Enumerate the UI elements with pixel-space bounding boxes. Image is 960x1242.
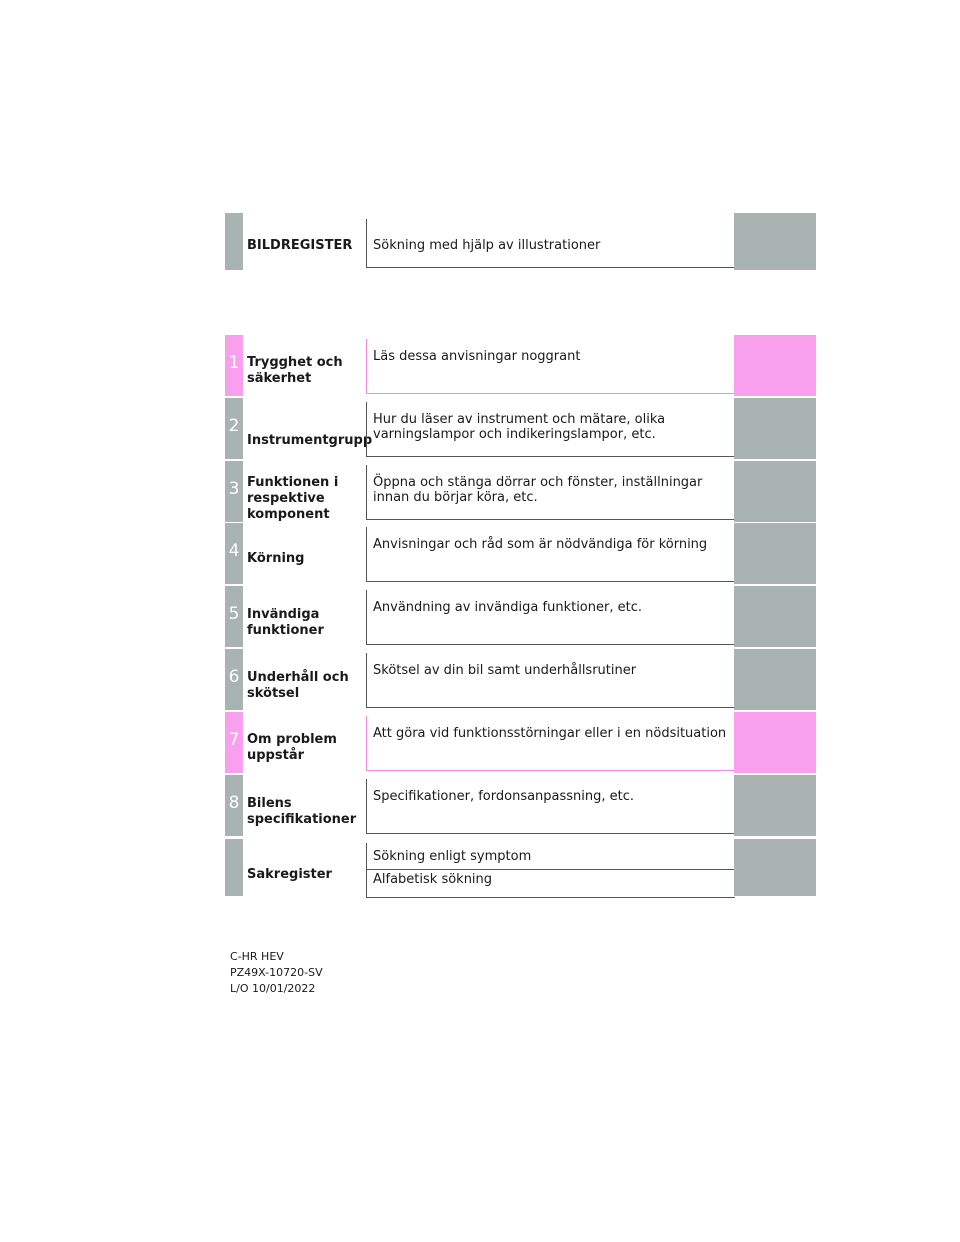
document-footer	[230, 949, 323, 997]
chapter-tab-3[interactable]	[734, 461, 816, 522]
chapter-description: Öppna och stänga dörrar och fönster, inställningar innan du börjar köra, etc.	[373, 474, 703, 505]
chapter-number: 3	[228, 478, 240, 499]
chapter-number-marker	[225, 649, 243, 710]
chapter-title: Körning	[247, 551, 305, 567]
index-marker	[225, 213, 243, 270]
chapter-row-8[interactable]	[225, 775, 816, 836]
sakregister-description-box	[366, 843, 735, 898]
chapter-title: Underhåll och skötsel	[247, 670, 349, 701]
chapter-tab-6[interactable]	[734, 649, 816, 710]
footer-code: PZ49X-10720-SV	[230, 966, 323, 979]
chapter-description: Läs dessa anvisningar noggrant	[373, 349, 581, 364]
index-row[interactable]	[225, 213, 816, 270]
index-description: Sökning med hjälp av illustrationer	[373, 238, 601, 253]
chapter-row-2[interactable]	[225, 398, 816, 459]
sakregister-item-symptom[interactable]: Sökning enligt symptom	[373, 849, 532, 864]
chapter-number-marker	[225, 335, 243, 396]
chapter-description-box	[366, 339, 735, 394]
chapter-title: Funktionen i respektive komponent	[247, 474, 339, 522]
chapter-title: Bilens specifikationer	[247, 795, 357, 827]
chapter-row-6[interactable]	[225, 649, 816, 710]
chapter-row-3[interactable]	[225, 461, 816, 522]
sakregister-marker	[225, 839, 243, 896]
chapter-description: Att göra vid funktionsstörningar eller i en nödsituation	[373, 725, 727, 741]
chapter-description: Hur du läser av instrument och mätare, olika varningslampor och indikeringslampor, etc.	[373, 411, 666, 442]
chapter-description-box	[366, 779, 735, 834]
chapter-number: 7	[228, 729, 240, 750]
chapter-description-box	[366, 716, 735, 771]
chapter-description-box	[366, 465, 735, 520]
chapter-tab-8[interactable]	[734, 775, 816, 836]
chapter-number-marker	[225, 398, 243, 459]
chapter-number-marker	[225, 586, 243, 647]
chapter-number: 5	[228, 604, 240, 625]
sakregister-tab[interactable]	[734, 839, 816, 896]
chapter-number-marker	[225, 523, 243, 584]
chapter-row-4[interactable]	[225, 523, 816, 584]
footer-model: C-HR HEV	[230, 950, 284, 963]
sakregister-row[interactable]	[225, 839, 816, 896]
chapter-description: Användning av invändiga funktioner, etc.	[373, 600, 642, 616]
chapter-description: Anvisningar och råd som är nödvändiga för körning	[373, 537, 708, 553]
chapter-tab-7[interactable]	[734, 712, 816, 773]
footer-date: L/O 10/01/2022	[230, 982, 316, 995]
chapter-row-1[interactable]	[225, 335, 816, 396]
index-description-box	[366, 219, 735, 268]
chapter-tab-5[interactable]	[734, 586, 816, 647]
chapter-title: Instrumentgrupp	[247, 432, 373, 448]
chapter-number: 8	[228, 792, 240, 813]
chapter-tab-1[interactable]	[734, 335, 816, 396]
chapter-number: 4	[228, 541, 240, 562]
chapter-number: 2	[228, 415, 240, 436]
sakregister-item-alphabetic[interactable]: Alfabetisk sökning	[373, 872, 493, 887]
chapter-title: Om problem uppstår	[247, 731, 337, 763]
chapter-title: Invändiga funktioner	[247, 607, 324, 639]
chapter-tab-4[interactable]	[734, 523, 816, 584]
chapter-tab-2[interactable]	[734, 398, 816, 459]
sakregister-divider	[367, 869, 735, 870]
chapter-description-box	[366, 590, 735, 645]
chapter-number-marker	[225, 712, 243, 773]
chapter-row-7[interactable]	[225, 712, 816, 773]
sakregister-title: Sakregister	[247, 867, 332, 882]
chapter-description-box	[366, 653, 735, 708]
chapter-description: Skötsel av din bil samt underhållsrutiner	[373, 663, 637, 678]
chapter-row-5[interactable]	[225, 586, 816, 647]
chapter-description-box	[366, 527, 735, 582]
chapter-description: Specifikationer, fordonsanpassning, etc.	[373, 788, 635, 804]
index-tab[interactable]	[734, 213, 816, 270]
index-title: BILDREGISTER	[247, 238, 353, 253]
chapter-number-marker	[225, 775, 243, 836]
chapter-title: Trygghet och säkerhet	[247, 355, 343, 386]
chapter-description-box	[366, 402, 735, 457]
chapter-number: 6	[228, 667, 240, 687]
chapter-number-marker	[225, 461, 243, 522]
chapter-number: 1	[228, 353, 240, 373]
